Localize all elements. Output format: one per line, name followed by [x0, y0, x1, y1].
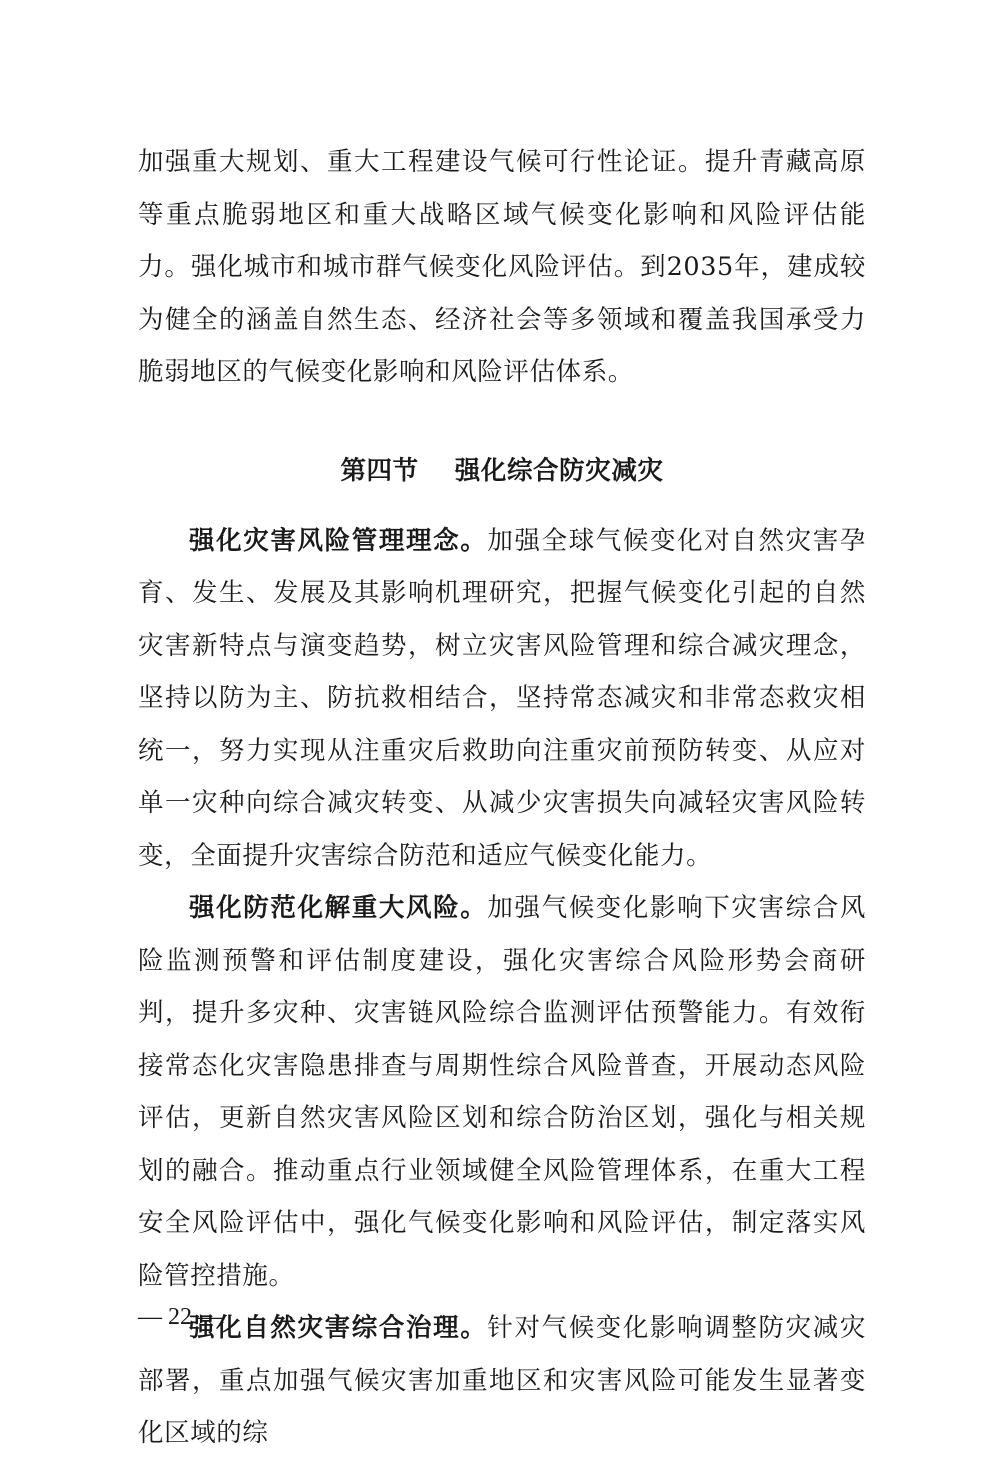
paragraph-text: 加强全球气候变化对自然灾害孕育、发生、发展及其影响机理研究，把握气候变化引起的自然灾害新特点与演变趋势，树立灾害风险管理和综合减灾理念，坚持以防为主、防抗救相结合，坚持常态减灾和非常态救灾相统一，努力实现从注重灾后救助向注重灾前预防转变、从应对单一灾种向综合减灾转变、从减少灾害损失向减轻灾害风险转变，全面提升灾害综合防范和适应气候变化能力。 — [138, 525, 866, 871]
section-heading — [138, 451, 866, 491]
paragraph-text: 加强重大规划、重大工程建设气候可行性论证。提升青藏高原等重点脆弱地区和重大战略区域气候变化影响和风险评估能力。强化城市和城市群气候变化风险评估。到2035年，建成较为健全的涵盖自然生态、经济社会等多领域和覆盖我国承受力脆弱地区的气候变化影响和风险评估体系。 — [138, 147, 866, 387]
paragraph-natural-disaster-governance — [138, 1302, 866, 1460]
paragraph-lead: 强化灾害风险管理理念。 — [189, 525, 488, 556]
section-number: 第四节 — [340, 455, 419, 486]
page-content — [138, 136, 866, 1460]
section-title-text: 强化综合防灾减灾 — [454, 455, 664, 486]
page-number: — 22 — — [138, 1304, 222, 1330]
paragraph-lead: 强化防范化解重大风险。 — [189, 893, 488, 923]
paragraph-major-risk-prevention — [138, 882, 866, 1302]
paragraph-text: 针对气候变化影响调整防灾减灾部署，重点加强气候灾害加重地区和灾害风险可能发生显著变化区域的综 — [138, 1313, 866, 1448]
paragraph-continued — [138, 136, 866, 399]
paragraph-disaster-risk-management — [138, 515, 866, 883]
paragraph-lead: 强化自然灾害综合治理。 — [189, 1313, 488, 1343]
paragraph-text: 加强气候变化影响下灾害综合风险监测预警和评估制度建设，强化灾害综合风险形势会商研判，提升多灾种、灾害链风险综合监测评估预警能力。有效衔接常态化灾害隐患排查与周期性综合风险普查，开展动态风险评估，更新自然灾害风险区划和综合防治区划，强化与相关规划的融合。推动重点行业领域健全风险管理体系，在重大工程安全风险评估中，强化气候变化影响和风险评估，制定落实风险管控措施。 — [138, 893, 866, 1291]
